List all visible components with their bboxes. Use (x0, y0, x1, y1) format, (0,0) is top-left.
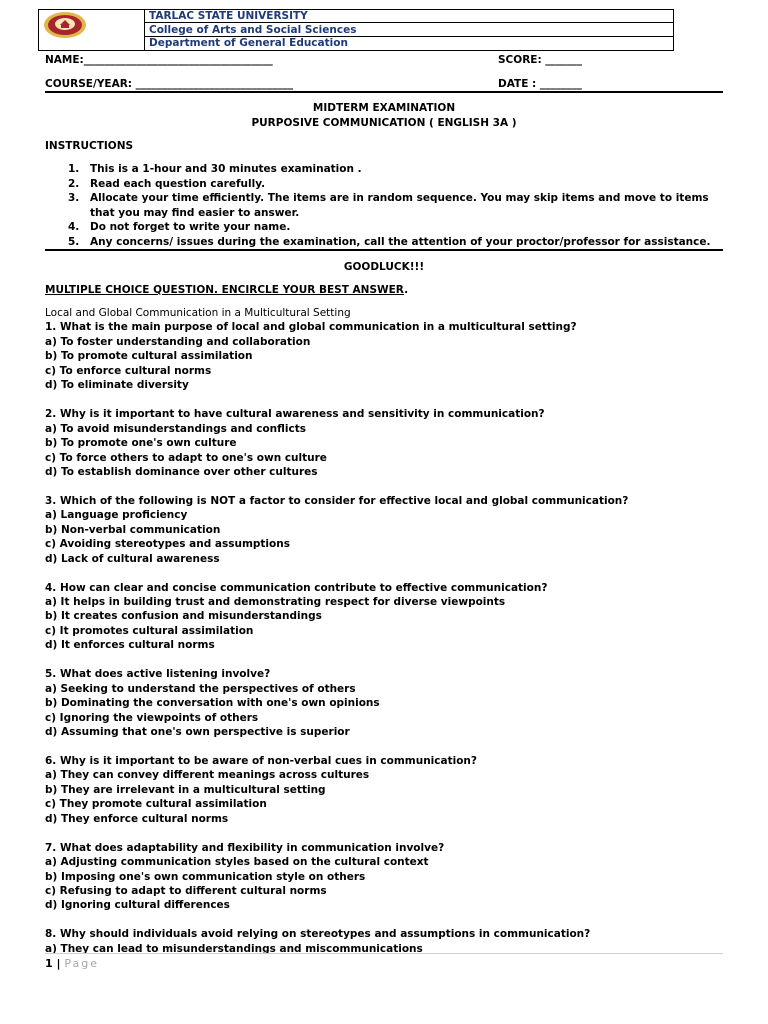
answer-option[interactable]: a) Adjusting communication styles based on the cultural context (45, 856, 429, 869)
question-text: 8. Why should individuals avoid relying on stereotypes and assumptions in communication? (45, 928, 591, 941)
answer-option[interactable]: b) Non-verbal communication (45, 523, 221, 536)
footer-divider (45, 953, 723, 954)
page-label: Page (64, 957, 100, 970)
instructions-divider (45, 249, 723, 251)
question-list (45, 320, 725, 956)
answer-option[interactable]: b) It creates confusion and misunderstandings (45, 610, 322, 623)
exam-title: MIDTERM EXAMINATION (312, 102, 456, 114)
answer-option[interactable]: c) Refusing to adapt to different cultural norms (45, 885, 327, 898)
question-block (45, 927, 725, 956)
instruction-item: 4. Do not forget to write your name. (68, 221, 291, 233)
question-block (45, 581, 725, 653)
university-name: TARLAC STATE UNIVERSITY (145, 10, 673, 23)
answer-option[interactable]: d) It enforces cultural norms (45, 639, 215, 652)
answer-option[interactable]: b) To promote cultural assimilation (45, 350, 253, 363)
page-number: 1 (45, 957, 53, 970)
instructions-heading: INSTRUCTIONS (45, 140, 134, 152)
instructions-list (68, 162, 718, 249)
answer-option[interactable]: c) They promote cultural assimilation (45, 798, 267, 811)
page-separator: | (56, 957, 61, 970)
date-field[interactable]: DATE : ________ (498, 78, 582, 90)
question-text: 3. Which of the following is NOT a factor to consider for effective local and global communication? (45, 494, 629, 507)
question-text: 5. What does active listening involve? (45, 668, 271, 681)
answer-option[interactable]: a) To foster understanding and collaboration (45, 335, 311, 348)
goodluck-text: GOODLUCK!!! (343, 261, 425, 273)
page-footer (45, 957, 99, 970)
answer-option[interactable]: c) Avoiding stereotypes and assumptions (45, 538, 290, 551)
questions-body (45, 306, 725, 971)
question-text: 6. Why is it important to be aware of non-verbal cues in communication? (45, 754, 477, 767)
answer-option[interactable]: a) Language proficiency (45, 509, 188, 522)
question-block (45, 494, 725, 566)
answer-option[interactable]: c) To enforce cultural norms (45, 364, 212, 377)
question-block (45, 407, 725, 479)
instruction-item: 3. Allocate your time efficiently. The items are in random sequence. You may skip items and move to items that you may find easier to answer. (68, 192, 709, 219)
question-block (45, 320, 725, 392)
question-block (45, 754, 725, 826)
mcq-heading: MULTIPLE CHOICE QUESTION. ENCIRCLE YOUR BEST ANSWER. (45, 284, 409, 296)
answer-option[interactable]: d) To eliminate diversity (45, 379, 189, 392)
college-name: College of Arts and Social Sciences (145, 23, 673, 37)
question-text: 4. How can clear and concise communication contribute to effective communication? (45, 581, 548, 594)
answer-option[interactable]: a) It helps in building trust and demonstrating respect for diverse viewpoints (45, 596, 506, 609)
answer-option[interactable]: a) To avoid misunderstandings and conflicts (45, 422, 307, 435)
answer-option[interactable]: c) It promotes cultural assimilation (45, 624, 254, 637)
answer-option[interactable]: d) Assuming that one's own perspective is superior (45, 726, 350, 739)
answer-option[interactable]: b) Imposing one's own communication style on others (45, 870, 366, 883)
course-year-field[interactable]: COURSE/YEAR: ______________________________ (45, 78, 294, 90)
question-text: 2. Why is it important to have cultural awareness and sensitivity in communication? (45, 408, 545, 421)
score-field: SCORE: _______ (498, 54, 583, 66)
answer-option[interactable]: b) They are irrelevant in a multicultural setting (45, 783, 326, 796)
department-name: Department of General Education (149, 37, 348, 49)
question-text: 1. What is the main purpose of local and global communication in a multicultural setting? (45, 321, 577, 334)
logo-cell (39, 10, 145, 50)
answer-option[interactable]: d) Lack of cultural awareness (45, 552, 220, 565)
name-field[interactable]: NAME:____________________________________ (45, 54, 273, 66)
answer-option[interactable]: d) To establish dominance over other cultures (45, 465, 318, 478)
answer-option[interactable]: a) Seeking to understand the perspectives of others (45, 682, 356, 695)
answer-option[interactable]: b) Dominating the conversation with one's own opinions (45, 697, 380, 710)
section-title: Local and Global Communication in a Multicultural Setting (45, 307, 351, 319)
answer-option[interactable]: c) Ignoring the viewpoints of others (45, 711, 259, 724)
header-table (38, 9, 674, 51)
answer-option[interactable]: a) They can lead to misunderstandings and miscommunications (45, 942, 423, 955)
question-block (45, 667, 725, 739)
instruction-item: 2. Read each question carefully. (68, 177, 266, 190)
question-text: 7. What does adaptability and flexibility in communication involve? (45, 841, 445, 854)
answer-option[interactable]: c) To force others to adapt to one's own culture (45, 451, 327, 464)
university-seal-icon (43, 11, 87, 39)
answer-option[interactable]: d) Ignoring cultural differences (45, 899, 230, 912)
exam-subject: PURPOSIVE COMMUNICATION ( ENGLISH 3A ) (251, 117, 517, 129)
answer-option[interactable]: d) They enforce cultural norms (45, 812, 229, 825)
question-block (45, 841, 725, 913)
answer-option[interactable]: b) To promote one's own culture (45, 437, 237, 450)
instruction-item: 1. This is a 1-hour and 30 minutes examination . (68, 163, 362, 175)
answer-option[interactable]: a) They can convey different meanings across cultures (45, 769, 370, 782)
header-divider (45, 91, 723, 93)
instruction-item: 5. Any concerns/ issues during the examination, call the attention of your proctor/professor for assistance. (68, 235, 711, 248)
